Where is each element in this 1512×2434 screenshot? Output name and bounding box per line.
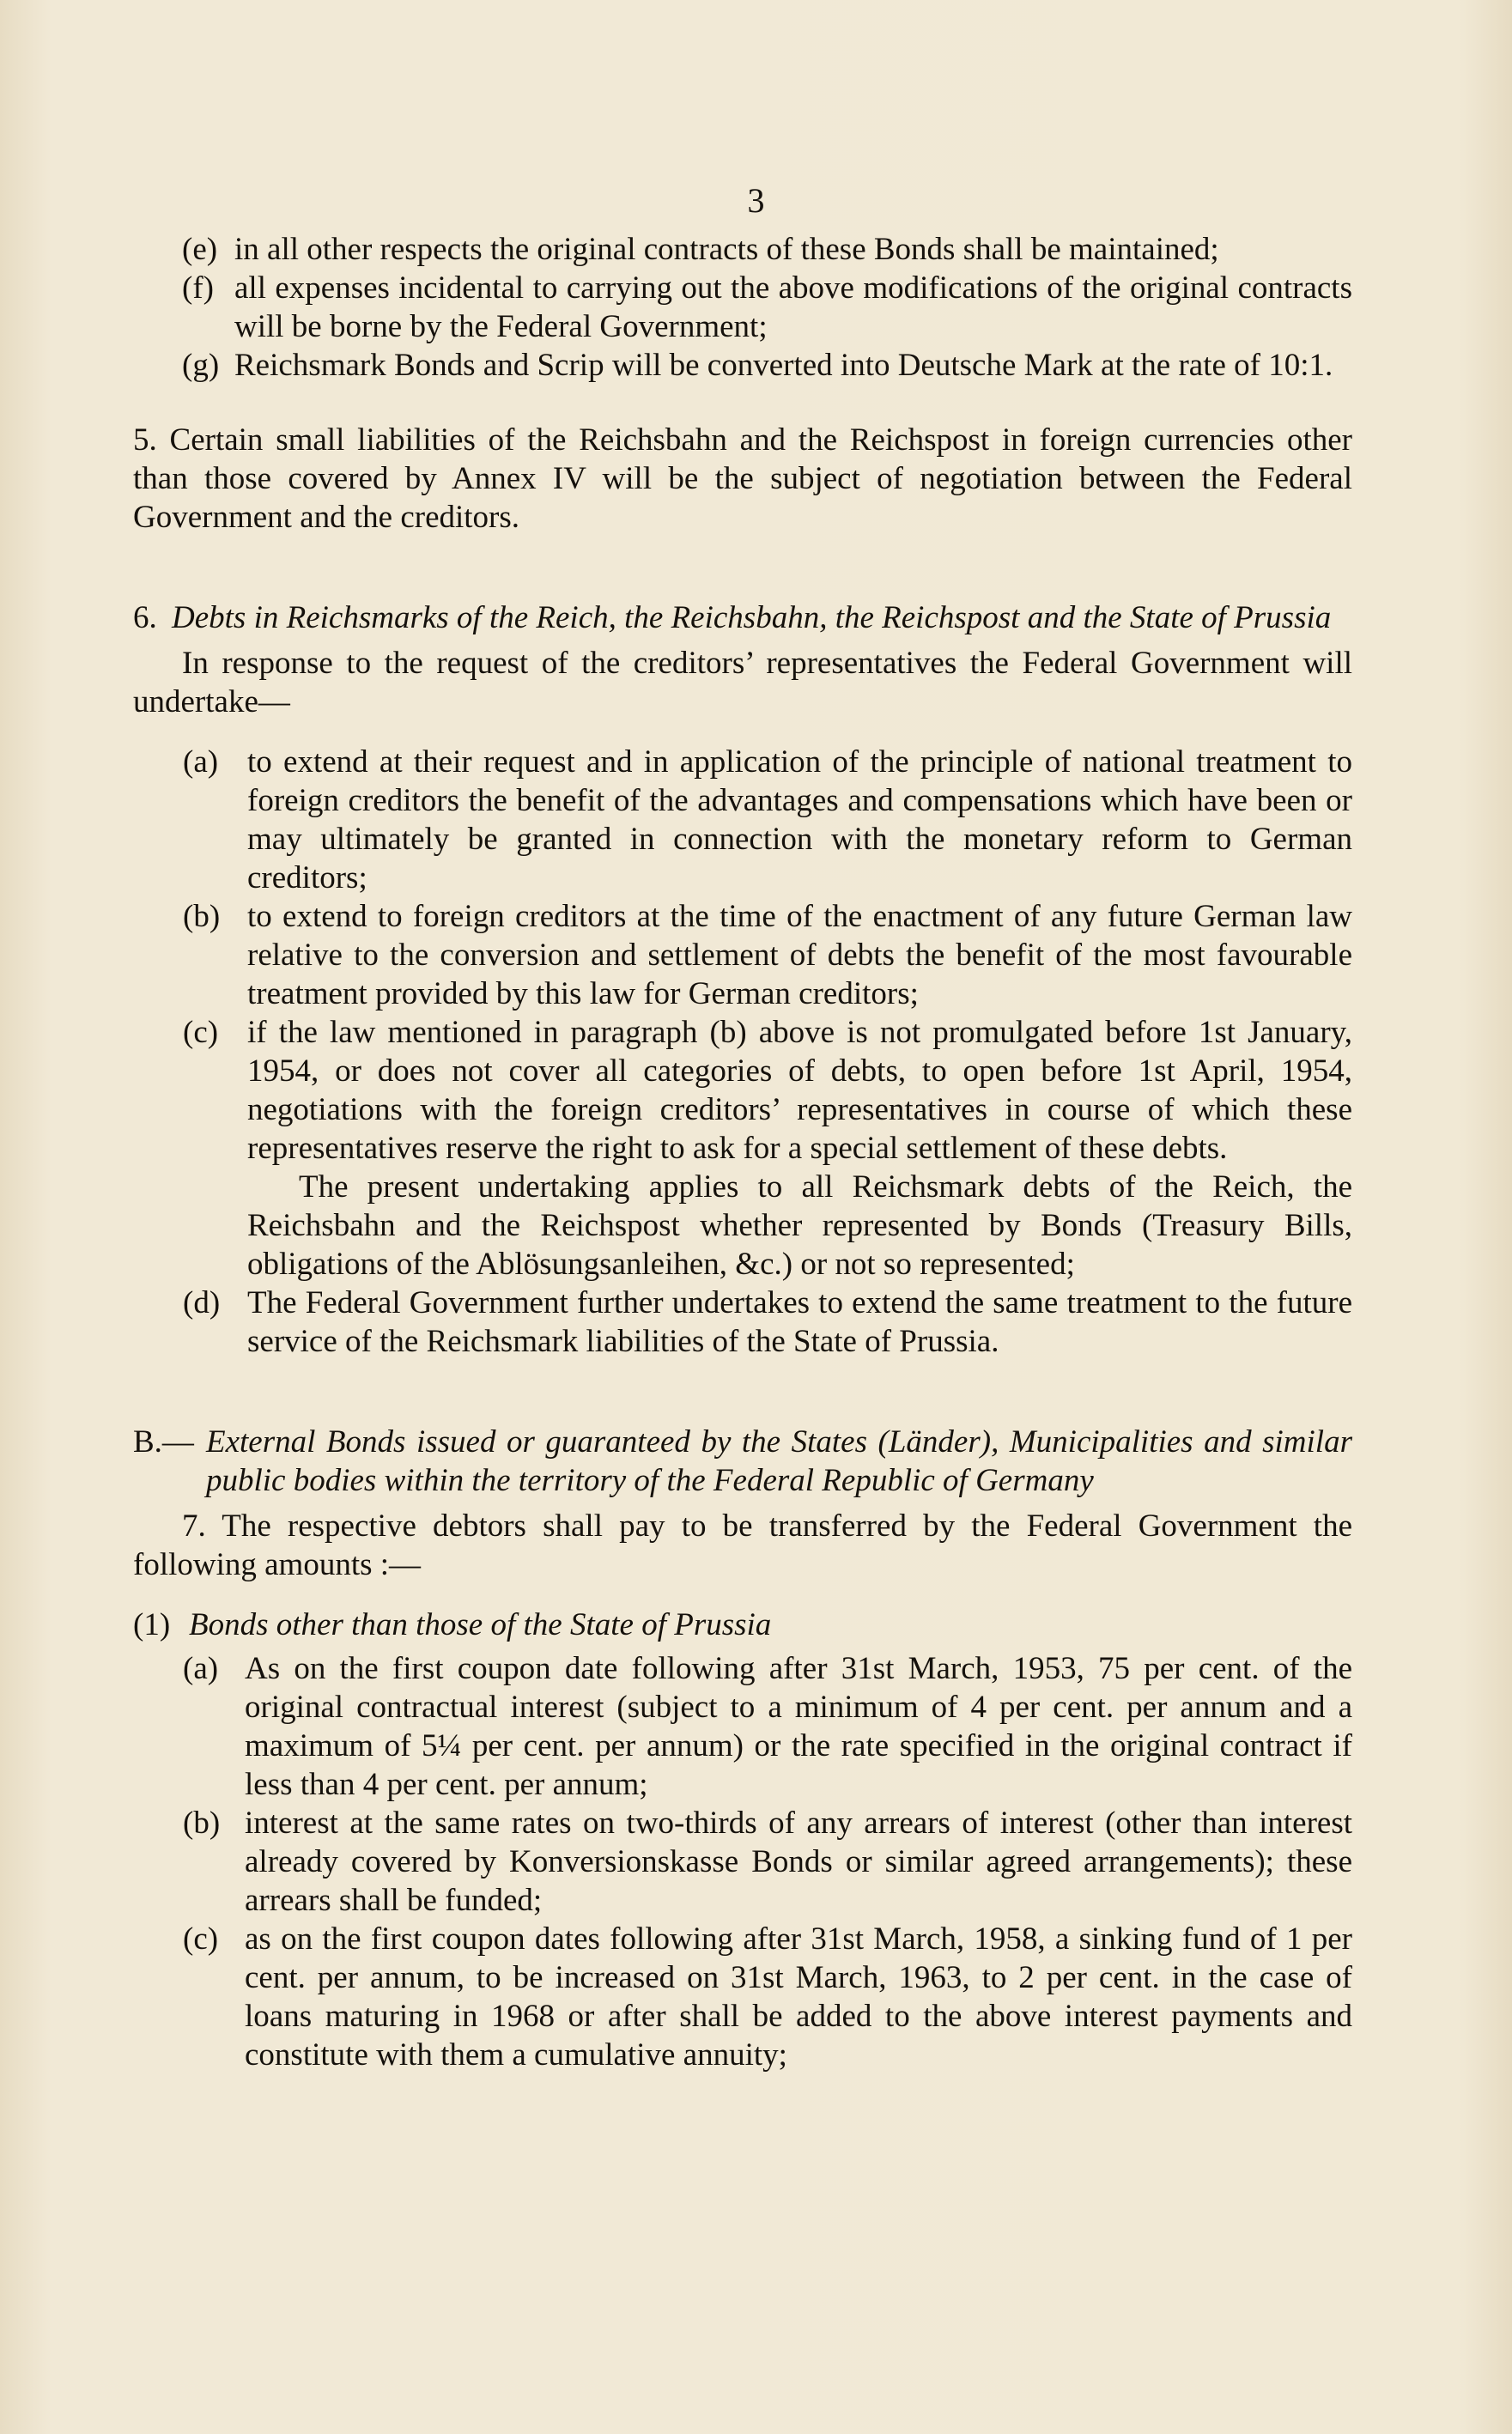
paragraph-7: 7. The respective debtors shall pay to be transferred by the Federal Government the following amounts :— — [133, 1508, 1352, 1582]
list-item-g — [133, 346, 1352, 385]
section-heading-text: External Bonds issued or guaranteed by the States (Länder), Municipalities and similar public bodies within the territory of the Federal Republic of Germany — [206, 1424, 1352, 1498]
item-text: to extend to foreign creditors at the time of the enactment of any future German law relative to the conversion and settlement of debts the benefit of the most favourable treatment provided by this law for German creditors; — [247, 899, 1352, 1011]
item-label: (g) — [182, 348, 220, 383]
item-text: all expenses incidental to carrying out the above modifications of the original contracts will be borne by the Federal Government; — [234, 270, 1352, 344]
subsection-heading-text: Bonds other than those of the State of Prussia — [189, 1607, 772, 1642]
heading-number: 6. — [133, 600, 157, 635]
paragraph-6-heading — [133, 598, 1352, 637]
item-text: if the law mentioned in paragraph (b) above is not promulgated before 1st January, 1954, or does not cover all categories of debts, to open before 1st April, 1954, negotiations with the foreign creditors’ representatives in course of which these representatives reserve the right to ask for a special settlement of these debts. — [247, 1015, 1352, 1166]
heading-text: Debts in Reichsmarks of the Reich, the Reichsbahn, the Reichspost and the State of Prussia — [172, 600, 1332, 635]
page-number: 3 — [747, 181, 765, 220]
section-label: B.— — [133, 1424, 194, 1460]
item-text: interest at the same rates on two-thirds of any arrears of interest (other than interest already covered by Konversionskasse Bonds or similar agreed arrangements); these arrears shall be funded; — [245, 1806, 1352, 1918]
list-item-d — [133, 1284, 1352, 1361]
list-item-1b — [133, 1804, 1352, 1920]
list-item-b — [133, 897, 1352, 1013]
list-item-e — [133, 230, 1352, 269]
item-text: in all other respects the original contracts of these Bonds shall be maintained; — [234, 232, 1219, 267]
page-body — [133, 230, 1352, 2074]
item-text: As on the first coupon date following after 31st March, 1953, 75 per cent. of the original contractual interest (subject to a minimum of 4 per cent. per annum and a maximum of 5¼ per cent. per annum) or the rate specified in the original contract if less than 4 per cent. per annum; — [245, 1651, 1352, 1802]
list-item-a — [133, 743, 1352, 897]
item-label: (e) — [182, 232, 218, 267]
list-item-1a — [133, 1649, 1352, 1804]
item-label: (f) — [182, 270, 214, 306]
item-text: Reichsmark Bonds and Scrip will be converted into Deutsche Mark at the rate of 10:1. — [234, 348, 1333, 383]
item-label: (c) — [183, 1921, 219, 1957]
item-label: (a) — [183, 744, 219, 780]
item-label: (b) — [183, 899, 221, 934]
item-text: The Federal Government further undertakes to extend the same treatment to the future service of the Reichsmark liabilities of the State of Prussia. — [247, 1285, 1352, 1359]
list-item-c — [133, 1013, 1352, 1168]
section-b-heading — [133, 1423, 1352, 1500]
item-label: (a) — [183, 1651, 219, 1686]
list-item-f — [133, 269, 1352, 346]
item-label: (c) — [183, 1015, 219, 1050]
item-text: as on the first coupon dates following after 31st March, 1958, a sinking fund of 1 per cent. per annum, to be increased on 31st March, 1963, to 2 per cent. in the case of loans maturing in 1968 or after shall be added to the above interest payments and constitute with them a cumulative annuity; — [245, 1921, 1352, 2073]
item-c-continuation: The present undertaking applies to all Reichsmark debts of the Reich, the Reichsbahn and the Reichspost whether represented by Bonds (Treasury Bills, obligations of the Ablösungsanleihen, &c.) or not so represented; — [247, 1169, 1352, 1282]
list-item-1c — [133, 1920, 1352, 2074]
item-text: to extend at their request and in application of the principle of national treatment to foreign creditors the benefit of the advantages and compensations which have been or may ultimately be granted in connection with the monetary reform to German creditors; — [247, 744, 1352, 895]
item-label: (d) — [183, 1285, 221, 1320]
paragraph-5: 5. Certain small liabilities of the Reichsbahn and the Reichspost in foreign currencies other than those covered by Annex IV will be the subject of negotiation between the Federal Government and the creditors. — [133, 422, 1352, 535]
subsection-1-heading — [133, 1605, 1352, 1644]
item-label: (b) — [183, 1806, 221, 1841]
subsection-label: (1) — [133, 1607, 171, 1642]
paragraph-6-intro: In response to the request of the creditors’ representatives the Federal Government will undertake— — [133, 646, 1352, 719]
